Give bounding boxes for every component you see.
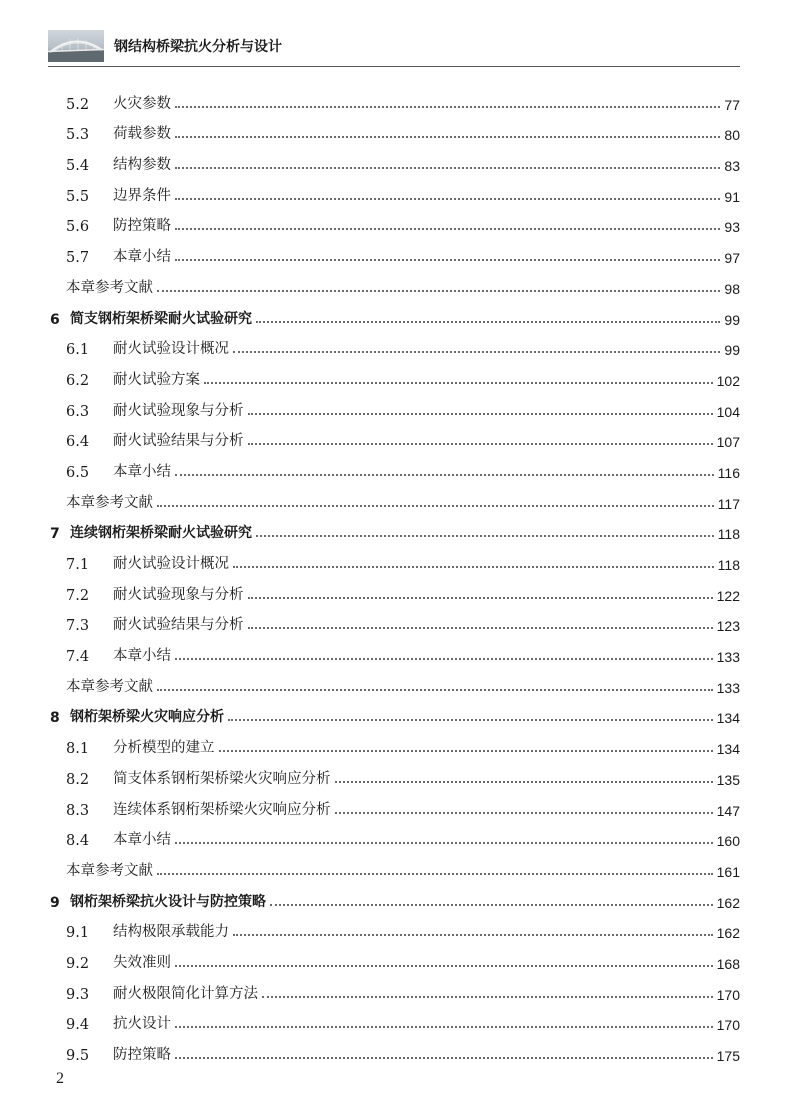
- dot-leader: [175, 106, 720, 108]
- dot-leader: [175, 259, 720, 261]
- toc-section-row[interactable]: [50, 1033, 740, 1064]
- dot-leader: [233, 934, 713, 936]
- toc-title: 简支体系钢桁架桥梁火灾响应分析: [113, 770, 331, 787]
- toc-page-number: 104: [716, 403, 740, 420]
- toc-page-number: 175: [716, 1048, 740, 1064]
- toc-number: 8.4: [66, 833, 90, 850]
- toc-number: 8: [50, 710, 60, 727]
- toc-page-number: 99: [724, 342, 740, 359]
- toc-title: 边界条件: [113, 187, 171, 204]
- dot-leader: [256, 535, 714, 537]
- toc-section-row[interactable]: [50, 143, 740, 174]
- dot-leader: [248, 597, 713, 599]
- toc-title: 本章参考文献: [66, 494, 153, 511]
- toc-number: 9.1: [66, 925, 90, 942]
- toc-section-row[interactable]: [50, 358, 740, 389]
- toc-title: 耐火试验设计概况: [113, 341, 229, 358]
- toc-title: 失效准则: [113, 954, 171, 971]
- toc-number: 5.2: [66, 96, 90, 113]
- toc-number: 5.7: [66, 250, 90, 267]
- toc-section-row[interactable]: [50, 328, 740, 359]
- toc-page-number: 134: [716, 710, 740, 727]
- toc-title: 抗火设计: [113, 1016, 171, 1033]
- dot-leader: [175, 474, 714, 476]
- dot-leader: [175, 658, 713, 660]
- dot-leader: [175, 136, 720, 138]
- toc-number: 7.1: [66, 557, 90, 573]
- toc-title: 耐火试验现象与分析: [113, 402, 244, 419]
- toc-section-row[interactable]: [50, 788, 740, 819]
- toc-number: 7.3: [66, 618, 90, 635]
- toc-page-number: 116: [717, 464, 740, 481]
- toc-references-row[interactable]: [50, 665, 740, 696]
- toc-title: 本章参考文献: [66, 678, 153, 695]
- toc-section-row[interactable]: [50, 205, 740, 236]
- dot-leader: [204, 382, 713, 384]
- toc-title: 连续体系钢桁架桥梁火灾响应分析: [113, 801, 331, 818]
- toc-page-number: 91: [724, 188, 740, 205]
- toc-page-number: 122: [716, 587, 740, 604]
- toc-section-row[interactable]: [50, 941, 740, 972]
- page-number: 2: [56, 1070, 64, 1087]
- toc-title: 本章小结: [113, 463, 171, 480]
- toc-page-number: 102: [716, 372, 740, 389]
- toc-section-row[interactable]: [50, 82, 740, 113]
- toc-section-row[interactable]: [50, 542, 740, 573]
- dot-leader: [228, 719, 713, 721]
- toc-page-number: 170: [716, 1017, 740, 1034]
- toc-title: 钢桁架桥梁火灾响应分析: [70, 709, 224, 726]
- running-header: [48, 28, 740, 64]
- toc-number: 5.5: [66, 188, 90, 205]
- dot-leader: [175, 1026, 713, 1028]
- toc-section-row[interactable]: [50, 420, 740, 451]
- toc-title: 荷载参数: [113, 126, 171, 143]
- toc-page-number: 162: [716, 894, 740, 911]
- toc-title: 本章小结: [113, 832, 171, 849]
- toc-title: 结构参数: [113, 157, 171, 174]
- toc-title: 本章参考文献: [66, 862, 153, 879]
- toc-chapter-row[interactable]: [50, 297, 740, 328]
- toc-number: 6: [50, 311, 60, 328]
- toc-page-number: 162: [716, 925, 740, 942]
- toc-page-number: 117: [717, 495, 740, 512]
- toc-title: 本章参考文献: [66, 279, 153, 296]
- dot-leader: [157, 290, 720, 292]
- toc-section-row[interactable]: [50, 1003, 740, 1034]
- dot-leader: [233, 566, 714, 568]
- toc-number: 8.3: [66, 802, 90, 819]
- toc-page-number: 118: [717, 557, 740, 573]
- dot-leader: [175, 228, 720, 230]
- toc-number: 9.2: [66, 955, 90, 972]
- toc-page-number: 147: [716, 802, 740, 819]
- toc-chapter-row[interactable]: [50, 696, 740, 727]
- toc-section-row[interactable]: [50, 911, 740, 942]
- toc-number: 9.4: [66, 1017, 90, 1034]
- toc-title: 耐火试验结果与分析: [113, 617, 244, 634]
- toc-page-number: 98: [724, 280, 740, 297]
- toc-page-number: 160: [716, 833, 740, 850]
- toc-number: 6.5: [66, 464, 90, 481]
- toc-section-row[interactable]: [50, 972, 740, 1003]
- toc-title: 分析模型的建立: [113, 740, 215, 757]
- toc-page-number: 99: [724, 311, 740, 328]
- toc-page-number: 133: [716, 649, 740, 666]
- toc-references-row[interactable]: [50, 849, 740, 880]
- toc-number: 8.1: [66, 741, 90, 758]
- toc-title: 防控策略: [113, 1047, 171, 1063]
- toc-number: 9.5: [66, 1048, 90, 1064]
- toc-title: 耐火试验设计概况: [113, 556, 229, 572]
- toc-number: 5.6: [66, 219, 90, 236]
- toc-title: 简支钢桁架桥梁耐火试验研究: [70, 310, 252, 327]
- toc-title: 耐火试验现象与分析: [113, 586, 244, 603]
- dot-leader: [157, 873, 713, 875]
- toc-title: 防控策略: [113, 218, 171, 235]
- toc-section-row[interactable]: [50, 450, 740, 481]
- dot-leader: [335, 812, 713, 814]
- toc-page-number: 77: [724, 96, 740, 113]
- toc-title: 连续钢桁架桥梁耐火试验研究: [70, 525, 252, 542]
- toc-number: 6.3: [66, 403, 90, 420]
- toc-page-number: 123: [716, 618, 740, 635]
- toc-title: 钢桁架桥梁抗火设计与防控策略: [70, 893, 266, 910]
- toc-number: 9: [50, 894, 60, 911]
- toc-section-row[interactable]: [50, 389, 740, 420]
- dot-leader: [270, 904, 713, 906]
- toc-page-number: 133: [716, 679, 740, 696]
- toc-title: 本章小结: [113, 648, 171, 665]
- book-title: 钢结构桥梁抗火分析与设计: [114, 39, 282, 55]
- toc-number: 9.3: [66, 986, 90, 1003]
- toc-title: 结构极限承载能力: [113, 924, 229, 941]
- toc-title: 火灾参数: [113, 95, 171, 112]
- toc-section-row[interactable]: [50, 113, 740, 144]
- toc-references-row[interactable]: [50, 266, 740, 297]
- toc-page-number: 168: [716, 955, 740, 972]
- toc-number: 6.4: [66, 434, 90, 451]
- toc-section-row[interactable]: [50, 634, 740, 665]
- toc-chapter-row[interactable]: [50, 512, 740, 543]
- toc-section-row[interactable]: [50, 573, 740, 604]
- dot-leader: [175, 198, 720, 200]
- toc-page-number: 134: [716, 741, 740, 758]
- dot-leader: [175, 1057, 713, 1059]
- toc-number: 7.4: [66, 649, 90, 666]
- dot-leader: [219, 750, 713, 752]
- dot-leader: [256, 321, 720, 323]
- toc-section-row[interactable]: [50, 819, 740, 850]
- dot-leader: [175, 965, 713, 967]
- toc-section-row[interactable]: [50, 726, 740, 757]
- toc-number: 8.2: [66, 771, 90, 788]
- dot-leader: [233, 351, 720, 353]
- toc-title: 耐火极限简化计算方法: [113, 985, 258, 1002]
- toc-page-number: 83: [724, 158, 740, 175]
- dot-leader: [248, 443, 713, 445]
- dot-leader: [175, 167, 720, 169]
- dot-leader: [248, 627, 713, 629]
- toc-page-number: 93: [724, 219, 740, 236]
- toc-section-row[interactable]: [50, 757, 740, 788]
- toc-title: 本章小结: [113, 249, 171, 266]
- toc-number: 6.1: [66, 342, 90, 359]
- toc-section-row[interactable]: [50, 174, 740, 205]
- dot-leader: [262, 996, 713, 998]
- toc-page-number: 80: [724, 127, 740, 144]
- toc-references-row[interactable]: [50, 481, 740, 512]
- toc-page-number: 135: [716, 771, 740, 788]
- toc-page-number: 170: [716, 986, 740, 1003]
- toc-number: 7.2: [66, 587, 90, 604]
- toc-page-number: 118: [717, 526, 740, 543]
- toc-page-number: 97: [724, 250, 740, 267]
- table-of-contents: [50, 82, 740, 1064]
- dot-leader: [157, 689, 713, 691]
- bridge-photo-icon: [48, 30, 104, 62]
- toc-chapter-row[interactable]: [50, 880, 740, 911]
- toc-number: 5.4: [66, 158, 90, 175]
- toc-page-number: 161: [716, 863, 740, 880]
- toc-number: 5.3: [66, 127, 90, 144]
- dot-leader: [335, 781, 713, 783]
- dot-leader: [175, 842, 713, 844]
- toc-section-row[interactable]: [50, 604, 740, 635]
- toc-title: 耐火试验结果与分析: [113, 433, 244, 450]
- dot-leader: [157, 505, 714, 507]
- toc-section-row[interactable]: [50, 235, 740, 266]
- toc-page-number: 107: [716, 434, 740, 451]
- header-divider: [48, 66, 740, 67]
- toc-number: 6.2: [66, 372, 90, 389]
- toc-title: 耐火试验方案: [113, 371, 200, 388]
- toc-number: 7: [50, 526, 60, 543]
- dot-leader: [248, 413, 713, 415]
